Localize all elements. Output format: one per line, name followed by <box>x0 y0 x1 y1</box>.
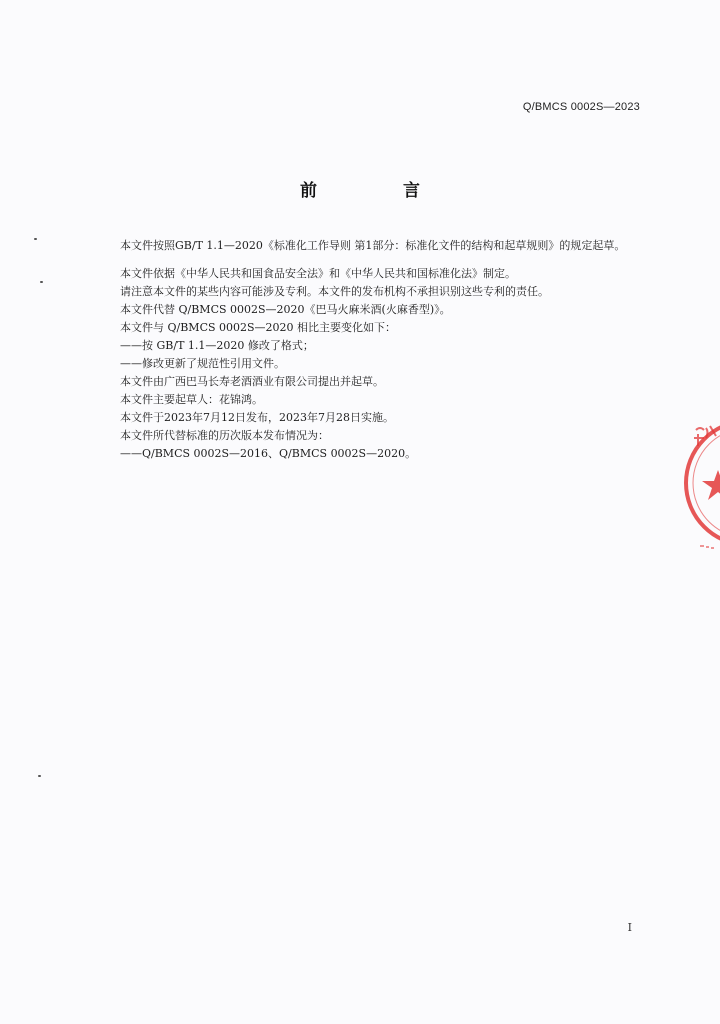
paragraph-4: 本文件代替 Q/BMCS 0002S—2020《巴马火麻米酒(火麻香型)》。 <box>120 303 451 316</box>
scan-speck <box>34 238 37 240</box>
paragraph-11: 本文件所代替标准的历次版本发布情况为： <box>120 429 329 442</box>
paragraph-2: 本文件依据《中华人民共和国食品安全法》和《中华人民共和国标准化法》制定。 <box>120 267 516 280</box>
document-body <box>98 237 644 463</box>
page-number: I <box>627 921 632 934</box>
paragraph-3: 请注意本文件的某些内容可能涉及专利。本文件的发布机构不承担识别这些专利的责任。 <box>120 285 549 298</box>
scan-speck <box>40 281 43 283</box>
paragraph-8: 本文件由广西巴马长寿老酒酒业有限公司提出并起草。 <box>120 375 384 388</box>
paragraph-6: ——按 GB/T 1.1—2020 修改了格式； <box>120 339 314 352</box>
paragraph-1: 本文件按照GB/T 1.1—2020《标准化工作导则 第1部分：标准化文件的结构和起草规则》的规定起草。 <box>120 239 626 252</box>
paragraph-5: 本文件与 Q/BMCS 0002S—2020 相比主要变化如下： <box>120 321 397 334</box>
scan-speck <box>38 775 41 777</box>
page-title: 前 言 <box>300 181 460 201</box>
paragraph-7: ——修改更新了规范性引用文件。 <box>120 357 285 370</box>
paragraph-10: 本文件于2023年7月12日发布，2023年7月28日实施。 <box>120 411 394 424</box>
company-seal-icon <box>682 408 720 558</box>
paragraph-9: 本文件主要起草人：花锦鸿。 <box>120 393 263 406</box>
paragraph-12: ——Q/BMCS 0002S—2016、Q/BMCS 0002S—2020。 <box>120 447 417 460</box>
document-code: Q/BMCS 0002S—2023 <box>522 101 640 113</box>
